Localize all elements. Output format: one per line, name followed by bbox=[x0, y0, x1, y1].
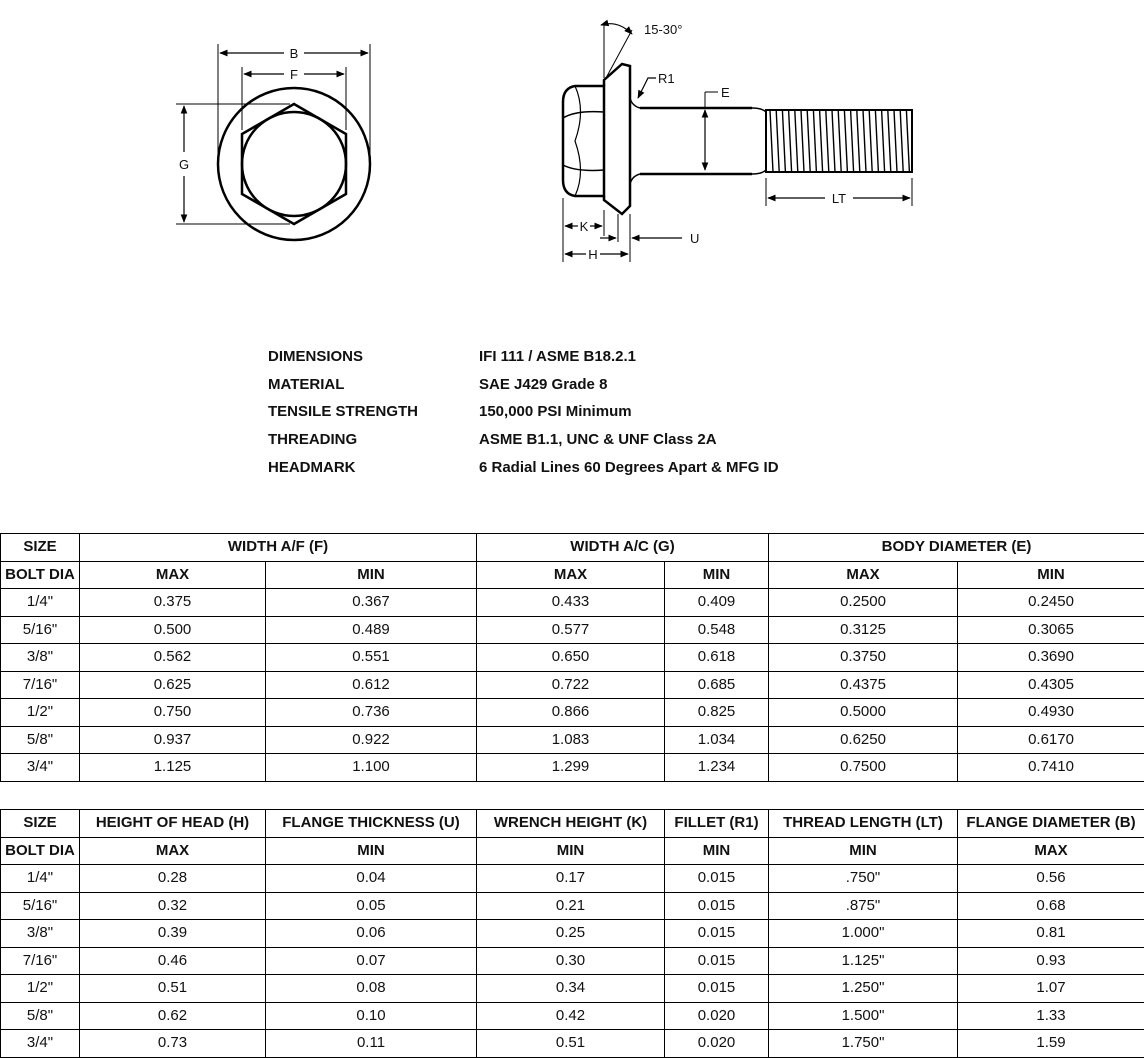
label-f: F bbox=[290, 67, 298, 82]
hex-outline bbox=[242, 104, 346, 224]
spec-value: IFI 111 / ASME B18.2.1 bbox=[479, 348, 888, 365]
table-header-cell: FLANGE THICKNESS (U) bbox=[266, 810, 477, 838]
table-row bbox=[1, 920, 1144, 948]
table-cell: 0.489 bbox=[266, 616, 477, 644]
table-cell: 5/8" bbox=[1, 1002, 80, 1030]
table2-header-row bbox=[1, 810, 1144, 838]
table-cell: 0.25 bbox=[477, 920, 665, 948]
table-header-cell: FILLET (R1) bbox=[665, 810, 769, 838]
bolt-drawing bbox=[0, 0, 1144, 300]
flange-side bbox=[604, 64, 630, 214]
table-sub-header-cell: MIN bbox=[477, 837, 665, 865]
label-angle: 15-30° bbox=[644, 22, 682, 37]
table1-header-width-ac: WIDTH A/C (G) bbox=[477, 534, 769, 562]
table1-sub-header-row bbox=[1, 561, 1144, 589]
table-row bbox=[1, 975, 1144, 1003]
table-cell: 1.750" bbox=[769, 1030, 958, 1058]
table-cell: 0.51 bbox=[80, 975, 266, 1003]
table-cell: 1.59 bbox=[958, 1030, 1144, 1058]
hex-head-side bbox=[563, 86, 604, 196]
table-cell: 0.020 bbox=[665, 1030, 769, 1058]
table-cell: 0.548 bbox=[665, 616, 769, 644]
table-row bbox=[1, 726, 1144, 754]
table-cell: 0.32 bbox=[80, 892, 266, 920]
table-row bbox=[1, 1030, 1144, 1058]
table-cell: 0.433 bbox=[477, 589, 665, 617]
table-cell: 0.625 bbox=[80, 671, 266, 699]
table-cell: 0.409 bbox=[665, 589, 769, 617]
table1-header-width-af: WIDTH A/F (F) bbox=[80, 534, 477, 562]
table-cell: 0.7500 bbox=[769, 754, 958, 782]
table-cell: 0.56 bbox=[958, 865, 1144, 893]
table-cell: 1.100 bbox=[266, 754, 477, 782]
spec-value: ASME B1.1, UNC & UNF Class 2A bbox=[479, 431, 888, 448]
table-cell: .875" bbox=[769, 892, 958, 920]
table-cell: 0.93 bbox=[958, 947, 1144, 975]
table-cell: 3/4" bbox=[1, 754, 80, 782]
table-sub-header-cell: MIN bbox=[665, 837, 769, 865]
specifications-list bbox=[268, 343, 888, 481]
table-cell: 1.034 bbox=[665, 726, 769, 754]
table-cell: 0.551 bbox=[266, 644, 477, 672]
table-cell: 0.015 bbox=[665, 947, 769, 975]
table-cell: .750" bbox=[769, 865, 958, 893]
table-cell: 1.07 bbox=[958, 975, 1144, 1003]
table-cell: 3/4" bbox=[1, 1030, 80, 1058]
table-cell: 0.5000 bbox=[769, 699, 958, 727]
table1-header-size: SIZE bbox=[1, 534, 80, 562]
table-cell: 0.06 bbox=[266, 920, 477, 948]
spec-label: DIMENSIONS bbox=[268, 348, 479, 365]
table-cell: 0.17 bbox=[477, 865, 665, 893]
label-h: H bbox=[588, 247, 597, 262]
table-cell: 0.020 bbox=[665, 1002, 769, 1030]
table-cell: 0.04 bbox=[266, 865, 477, 893]
table-cell: 1.234 bbox=[665, 754, 769, 782]
table-cell: 0.73 bbox=[80, 1030, 266, 1058]
table-cell: 0.28 bbox=[80, 865, 266, 893]
table-cell: 1.33 bbox=[958, 1002, 1144, 1030]
table-sub-header-cell: MIN bbox=[769, 837, 958, 865]
table-cell: 0.375 bbox=[80, 589, 266, 617]
table-header-cell: HEIGHT OF HEAD (H) bbox=[80, 810, 266, 838]
table-cell: 0.4375 bbox=[769, 671, 958, 699]
spec-row bbox=[268, 398, 888, 426]
table-cell: 0.2500 bbox=[769, 589, 958, 617]
table-cell: 0.05 bbox=[266, 892, 477, 920]
spec-value: 6 Radial Lines 60 Degrees Apart & MFG ID bbox=[479, 459, 888, 476]
table-cell: 0.07 bbox=[266, 947, 477, 975]
table-cell: 0.866 bbox=[477, 699, 665, 727]
table-header-cell: SIZE bbox=[1, 810, 80, 838]
table-cell: 3/8" bbox=[1, 920, 80, 948]
dimensions-table-1 bbox=[0, 533, 1144, 782]
label-g: G bbox=[179, 157, 189, 172]
table-row bbox=[1, 754, 1144, 782]
table-cell: 0.750 bbox=[80, 699, 266, 727]
label-u: U bbox=[690, 231, 699, 246]
table-cell: 0.3065 bbox=[958, 616, 1144, 644]
table-cell: 0.922 bbox=[266, 726, 477, 754]
table-cell: 0.6250 bbox=[769, 726, 958, 754]
table-cell: 0.015 bbox=[665, 975, 769, 1003]
table-cell: 0.722 bbox=[477, 671, 665, 699]
table-sub-header-cell: BOLT DIA bbox=[1, 837, 80, 865]
table-cell: 0.62 bbox=[80, 1002, 266, 1030]
label-e: E bbox=[721, 85, 730, 100]
table-cell: 0.21 bbox=[477, 892, 665, 920]
table-row bbox=[1, 892, 1144, 920]
spec-row bbox=[268, 426, 888, 454]
table-cell: 5/16" bbox=[1, 616, 80, 644]
table-cell: 0.685 bbox=[665, 671, 769, 699]
table2-sub-header-row bbox=[1, 837, 1144, 865]
table-cell: 1.083 bbox=[477, 726, 665, 754]
table-cell: 1/2" bbox=[1, 975, 80, 1003]
table-cell: 0.7410 bbox=[958, 754, 1144, 782]
table-row bbox=[1, 865, 1144, 893]
table-cell: 0.612 bbox=[266, 671, 477, 699]
table-cell: 1/4" bbox=[1, 589, 80, 617]
table-cell: 1.125 bbox=[80, 754, 266, 782]
table-cell: 0.2450 bbox=[958, 589, 1144, 617]
table-row bbox=[1, 1002, 1144, 1030]
table-cell: 0.46 bbox=[80, 947, 266, 975]
label-b: B bbox=[290, 46, 299, 61]
table-row bbox=[1, 671, 1144, 699]
table-header-cell: WRENCH HEIGHT (K) bbox=[477, 810, 665, 838]
table-cell: 0.81 bbox=[958, 920, 1144, 948]
table-sub-header-cell: MIN bbox=[266, 561, 477, 589]
table-cell: 1.000" bbox=[769, 920, 958, 948]
spec-label: HEADMARK bbox=[268, 459, 479, 476]
table-cell: 1.299 bbox=[477, 754, 665, 782]
table-cell: 0.39 bbox=[80, 920, 266, 948]
table-cell: 5/16" bbox=[1, 892, 80, 920]
spec-row bbox=[268, 371, 888, 399]
table-sub-header-cell: BOLT DIA bbox=[1, 561, 80, 589]
table-cell: 1/4" bbox=[1, 865, 80, 893]
table-header-cell: THREAD LENGTH (LT) bbox=[769, 810, 958, 838]
table-cell: 1.500" bbox=[769, 1002, 958, 1030]
table-sub-header-cell: MAX bbox=[80, 561, 266, 589]
table-sub-header-cell: MIN bbox=[266, 837, 477, 865]
table-cell: 0.015 bbox=[665, 865, 769, 893]
table-cell: 0.577 bbox=[477, 616, 665, 644]
table-cell: 0.34 bbox=[477, 975, 665, 1003]
label-r1: R1 bbox=[658, 71, 675, 86]
table-cell: 0.618 bbox=[665, 644, 769, 672]
table-cell: 0.015 bbox=[665, 892, 769, 920]
table-cell: 0.3750 bbox=[769, 644, 958, 672]
label-k: K bbox=[580, 219, 589, 234]
table-cell: 0.4305 bbox=[958, 671, 1144, 699]
table-cell: 0.015 bbox=[665, 920, 769, 948]
spec-label: TENSILE STRENGTH bbox=[268, 403, 479, 420]
table-cell: 7/16" bbox=[1, 947, 80, 975]
spec-row bbox=[268, 453, 888, 481]
spec-value: SAE J429 Grade 8 bbox=[479, 376, 888, 393]
table-cell: 0.08 bbox=[266, 975, 477, 1003]
table-cell: 0.10 bbox=[266, 1002, 477, 1030]
spec-row bbox=[268, 343, 888, 371]
thread-lines bbox=[770, 110, 909, 172]
table-cell: 0.937 bbox=[80, 726, 266, 754]
table-cell: 0.30 bbox=[477, 947, 665, 975]
table1-group-header-row bbox=[1, 534, 1144, 562]
table-cell: 5/8" bbox=[1, 726, 80, 754]
table-sub-header-cell: MIN bbox=[665, 561, 769, 589]
spec-value: 150,000 PSI Minimum bbox=[479, 403, 888, 420]
table1-header-body-diameter: BODY DIAMETER (E) bbox=[769, 534, 1144, 562]
table-sub-header-cell: MAX bbox=[958, 837, 1144, 865]
table-row bbox=[1, 589, 1144, 617]
table-cell: 1.250" bbox=[769, 975, 958, 1003]
table-cell: 0.562 bbox=[80, 644, 266, 672]
table-row bbox=[1, 644, 1144, 672]
table-cell: 7/16" bbox=[1, 671, 80, 699]
table-cell: 0.736 bbox=[266, 699, 477, 727]
table-sub-header-cell: MAX bbox=[80, 837, 266, 865]
label-lt: LT bbox=[832, 191, 846, 206]
table-cell: 0.3690 bbox=[958, 644, 1144, 672]
table-cell: 0.42 bbox=[477, 1002, 665, 1030]
dimensions-table-2 bbox=[0, 809, 1144, 1058]
table-cell: 1.125" bbox=[769, 947, 958, 975]
table-row bbox=[1, 947, 1144, 975]
table-sub-header-cell: MAX bbox=[477, 561, 665, 589]
table-sub-header-cell: MIN bbox=[958, 561, 1144, 589]
side-view bbox=[563, 24, 912, 262]
table-cell: 0.68 bbox=[958, 892, 1144, 920]
table-cell: 0.825 bbox=[665, 699, 769, 727]
table-cell: 0.650 bbox=[477, 644, 665, 672]
table-cell: 0.11 bbox=[266, 1030, 477, 1058]
spec-label: MATERIAL bbox=[268, 376, 479, 393]
spec-label: THREADING bbox=[268, 431, 479, 448]
table-cell: 0.4930 bbox=[958, 699, 1144, 727]
table-cell: 0.6170 bbox=[958, 726, 1144, 754]
table-cell: 3/8" bbox=[1, 644, 80, 672]
table-cell: 0.51 bbox=[477, 1030, 665, 1058]
table-cell: 1/2" bbox=[1, 699, 80, 727]
table-cell: 0.367 bbox=[266, 589, 477, 617]
table-cell: 0.3125 bbox=[769, 616, 958, 644]
table-cell: 0.500 bbox=[80, 616, 266, 644]
hex-inner-circle bbox=[242, 112, 346, 216]
table-row bbox=[1, 616, 1144, 644]
table-header-cell: FLANGE DIAMETER (B) bbox=[958, 810, 1144, 838]
table-row bbox=[1, 699, 1144, 727]
table-sub-header-cell: MAX bbox=[769, 561, 958, 589]
top-view bbox=[176, 44, 370, 240]
